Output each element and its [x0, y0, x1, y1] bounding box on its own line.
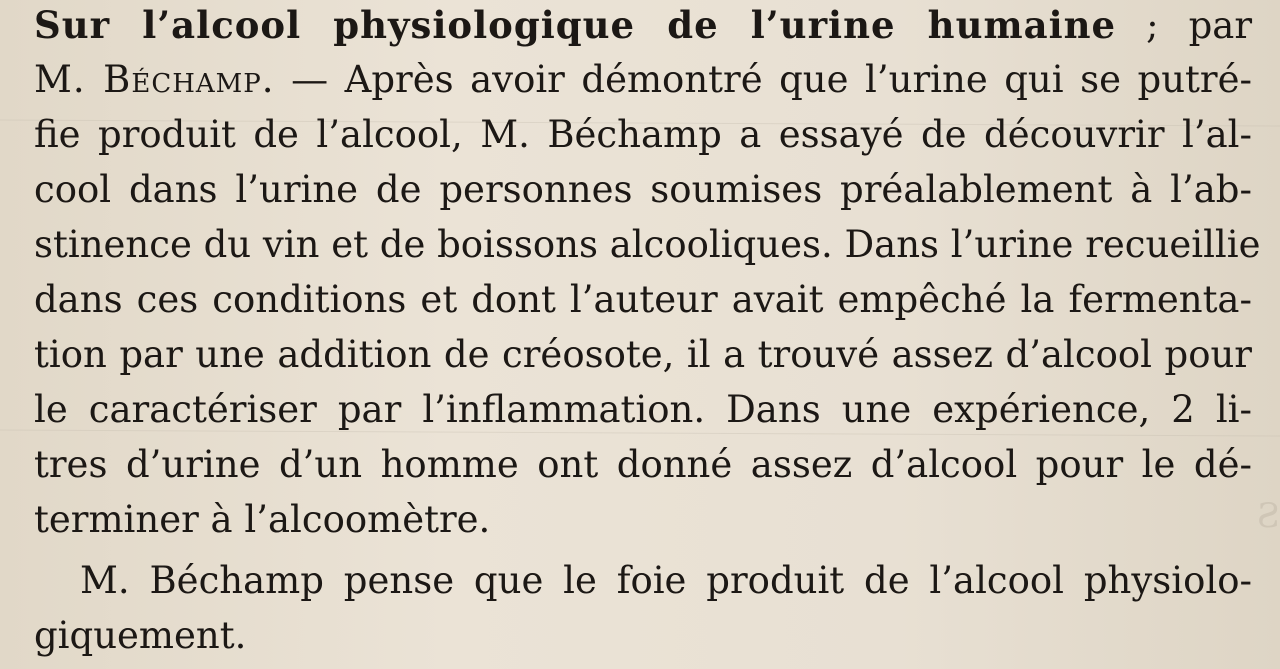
paragraph-1-line-10: terminer à l’alcoomètre.	[34, 498, 491, 541]
article-title: Sur l’alcool physiologique de l’urine humaine	[34, 3, 1117, 47]
paragraph-1-line-2	[34, 52, 1252, 108]
paragraph-2-line-2: giquement.	[34, 614, 247, 657]
paragraph-1-line-1	[34, 0, 1252, 53]
paragraph-1-line-7: tion par une addition de créosote, il a trouvé assez d’alcool pour	[34, 333, 1252, 376]
paragraph-1-line-6: dans ces conditions et dont l’auteur avait empêché la fermenta-	[34, 278, 1252, 321]
author-name: M. Béchamp.	[34, 58, 275, 101]
paragraph-1-line-4: cool dans l’urine de personnes soumises préalablement à l’ab-	[34, 168, 1252, 211]
paragraph-1-line-9: tres d’urine d’un homme ont donné assez d’alcool pour le dé-	[34, 443, 1252, 486]
title-tail: ; par	[1116, 4, 1253, 47]
bleed-through-line: S	[1256, 496, 1280, 536]
line-text: — Après avoir démontré que l’urine qui se putré-	[274, 58, 1252, 101]
paragraph-1-line-5: stinence du vin et de boissons alcooliques. Dans l’urine recueillie	[34, 223, 1261, 266]
paragraph-2-line-1: M. Béchamp pense que le foie produit de l’alcool physiolo-	[80, 559, 1252, 602]
paragraph-1-line-8: le caractériser par l’inflammation. Dans une expérience, 2 li-	[34, 388, 1252, 431]
paragraph-1-line-3: fie produit de l’alcool, M. Béchamp a essayé de découvrir l’al-	[34, 113, 1252, 156]
